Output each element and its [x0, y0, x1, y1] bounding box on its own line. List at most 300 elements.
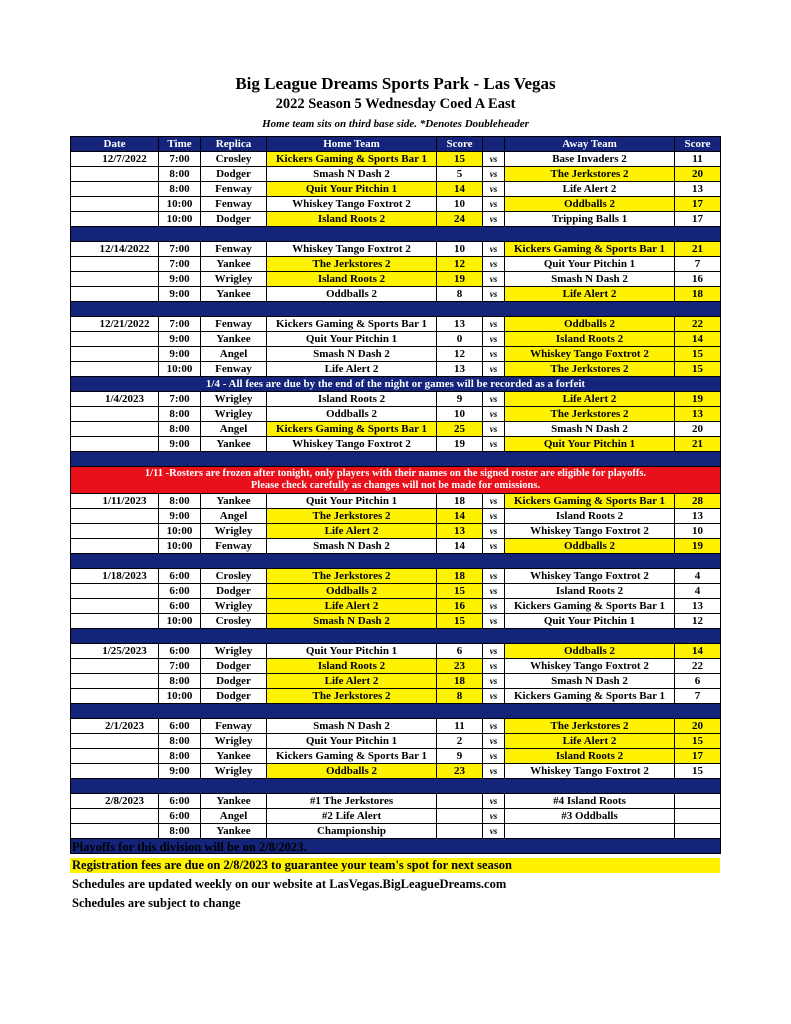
- home-score-cell: 19: [437, 437, 483, 452]
- away-score-cell: 13: [675, 599, 721, 614]
- date-cell: [71, 749, 159, 764]
- field-cell: Wrigley: [201, 599, 267, 614]
- vs-label: vs: [483, 584, 505, 599]
- page-subtitle: 2022 Season 5 Wednesday Coed A East: [275, 96, 516, 112]
- date-cell: 1/11/2023: [71, 494, 159, 509]
- vs-label: vs: [483, 689, 505, 704]
- home-score-cell: 16: [437, 599, 483, 614]
- field-cell: Fenway: [201, 539, 267, 554]
- home-score-cell: 18: [437, 494, 483, 509]
- game-row: [71, 809, 721, 824]
- game-row: [71, 392, 721, 407]
- date-cell: 1/18/2023: [71, 569, 159, 584]
- vs-label: vs: [483, 317, 505, 332]
- week-separator: [71, 779, 721, 794]
- field-cell: Angel: [201, 809, 267, 824]
- time-cell: 10:00: [159, 197, 201, 212]
- vs-label: vs: [483, 569, 505, 584]
- date-cell: [71, 332, 159, 347]
- vs-label: vs: [483, 437, 505, 452]
- field-cell: Wrigley: [201, 734, 267, 749]
- time-cell: 7:00: [159, 242, 201, 257]
- roster-alert-line2: Please check carefully as changes will not be made for omissions.: [250, 480, 541, 491]
- time-cell: 7:00: [159, 317, 201, 332]
- time-cell: 8:00: [159, 749, 201, 764]
- away-score-cell: [675, 809, 721, 824]
- away-team-cell: Oddballs 2: [505, 644, 675, 659]
- away-team-cell: Quit Your Pitchin 1: [505, 257, 675, 272]
- vs-label: vs: [483, 539, 505, 554]
- home-score-cell: 13: [437, 524, 483, 539]
- date-cell: [71, 674, 159, 689]
- date-cell: 2/8/2023: [71, 794, 159, 809]
- date-cell: [71, 509, 159, 524]
- home-score-cell: 15: [437, 152, 483, 167]
- vs-label: vs: [483, 524, 505, 539]
- home-score-cell: [437, 809, 483, 824]
- date-cell: [71, 584, 159, 599]
- field-cell: Wrigley: [201, 407, 267, 422]
- home-team-cell: Smash N Dash 2: [267, 347, 437, 362]
- game-row: [71, 317, 721, 332]
- home-score-cell: 14: [437, 509, 483, 524]
- away-team-cell: The Jerkstores 2: [505, 362, 675, 377]
- roster-alert: [71, 467, 721, 494]
- field-cell: Angel: [201, 347, 267, 362]
- time-cell: 8:00: [159, 734, 201, 749]
- away-team-cell: Smash N Dash 2: [505, 422, 675, 437]
- date-cell: [71, 524, 159, 539]
- away-team-cell: Quit Your Pitchin 1: [505, 614, 675, 629]
- game-row: [71, 524, 721, 539]
- home-score-cell: 9: [437, 392, 483, 407]
- home-team-cell: Oddballs 2: [267, 287, 437, 302]
- home-team-cell: Quit Your Pitchin 1: [267, 182, 437, 197]
- vs-label: vs: [483, 764, 505, 779]
- registration-note: Registration fees are due on 2/8/2023 to guarantee your team's spot for next season: [70, 858, 720, 873]
- field-cell: Angel: [201, 422, 267, 437]
- home-score-cell: 6: [437, 644, 483, 659]
- home-team-cell: Smash N Dash 2: [267, 167, 437, 182]
- field-cell: Yankee: [201, 437, 267, 452]
- game-row: [71, 569, 721, 584]
- date-cell: [71, 422, 159, 437]
- away-score-cell: 15: [675, 764, 721, 779]
- time-cell: 10:00: [159, 524, 201, 539]
- away-score-cell: 13: [675, 182, 721, 197]
- field-cell: Yankee: [201, 257, 267, 272]
- away-team-cell: Tripping Balls 1: [505, 212, 675, 227]
- away-team-cell: Island Roots 2: [505, 584, 675, 599]
- away-score-cell: 10: [675, 524, 721, 539]
- away-team-cell: Whiskey Tango Foxtrot 2: [505, 569, 675, 584]
- vs-label: vs: [483, 332, 505, 347]
- home-score-cell: 2: [437, 734, 483, 749]
- home-score-cell: 13: [437, 362, 483, 377]
- game-row: [71, 257, 721, 272]
- time-cell: 9:00: [159, 272, 201, 287]
- game-row: [71, 152, 721, 167]
- home-team-cell: Quit Your Pitchin 1: [267, 734, 437, 749]
- home-score-cell: 12: [437, 347, 483, 362]
- field-cell: Fenway: [201, 242, 267, 257]
- time-cell: 6:00: [159, 569, 201, 584]
- game-row: [71, 644, 721, 659]
- game-row: [71, 242, 721, 257]
- home-team-cell: Whiskey Tango Foxtrot 2: [267, 197, 437, 212]
- away-score-cell: 17: [675, 212, 721, 227]
- away-team-cell: Smash N Dash 2: [505, 674, 675, 689]
- field-cell: Dodger: [201, 659, 267, 674]
- home-team-cell: The Jerkstores 2: [267, 689, 437, 704]
- away-team-cell: Kickers Gaming & Sports Bar 1: [505, 599, 675, 614]
- vs-label: vs: [483, 287, 505, 302]
- away-score-cell: 20: [675, 719, 721, 734]
- col-time-header: Time: [159, 137, 201, 152]
- col-replica-header: Replica: [201, 137, 267, 152]
- home-team-cell: The Jerkstores 2: [267, 569, 437, 584]
- separator-cell: [71, 629, 721, 644]
- header-note: Home team sits on third base side. *Denotes Doubleheader: [262, 118, 529, 130]
- away-team-cell: Life Alert 2: [505, 392, 675, 407]
- away-team-cell: Life Alert 2: [505, 182, 675, 197]
- time-cell: 7:00: [159, 257, 201, 272]
- game-row: [71, 749, 721, 764]
- vs-label: vs: [483, 212, 505, 227]
- week-separator: [71, 227, 721, 242]
- time-cell: 8:00: [159, 674, 201, 689]
- home-score-cell: 15: [437, 614, 483, 629]
- date-cell: [71, 614, 159, 629]
- notice-row: [71, 377, 721, 392]
- home-team-cell: Quit Your Pitchin 1: [267, 494, 437, 509]
- date-cell: [71, 764, 159, 779]
- playoffs-note: Playoffs for this division will be on 2/8/2023.: [72, 840, 307, 854]
- time-cell: 10:00: [159, 689, 201, 704]
- field-cell: Fenway: [201, 362, 267, 377]
- date-cell: [71, 287, 159, 302]
- field-cell: Dodger: [201, 167, 267, 182]
- away-score-cell: 18: [675, 287, 721, 302]
- field-cell: Wrigley: [201, 764, 267, 779]
- home-team-cell: Smash N Dash 2: [267, 614, 437, 629]
- away-score-cell: 19: [675, 539, 721, 554]
- game-row: [71, 332, 721, 347]
- home-score-cell: 13: [437, 317, 483, 332]
- game-row: [71, 422, 721, 437]
- time-cell: 10:00: [159, 614, 201, 629]
- field-cell: Yankee: [201, 332, 267, 347]
- game-row: [71, 659, 721, 674]
- date-cell: [71, 167, 159, 182]
- away-team-cell: Kickers Gaming & Sports Bar 1: [505, 689, 675, 704]
- time-cell: 6:00: [159, 794, 201, 809]
- time-cell: 9:00: [159, 332, 201, 347]
- away-score-cell: 7: [675, 689, 721, 704]
- away-score-cell: 20: [675, 422, 721, 437]
- away-score-cell: 4: [675, 569, 721, 584]
- field-cell: Fenway: [201, 719, 267, 734]
- away-score-cell: 15: [675, 734, 721, 749]
- home-team-cell: Life Alert 2: [267, 524, 437, 539]
- time-cell: 8:00: [159, 422, 201, 437]
- time-cell: 8:00: [159, 167, 201, 182]
- field-cell: Dodger: [201, 689, 267, 704]
- away-score-cell: 28: [675, 494, 721, 509]
- home-score-cell: 10: [437, 242, 483, 257]
- home-team-cell: Oddballs 2: [267, 407, 437, 422]
- home-team-cell: Smash N Dash 2: [267, 539, 437, 554]
- time-cell: 6:00: [159, 584, 201, 599]
- vs-label: vs: [483, 734, 505, 749]
- game-row: [71, 407, 721, 422]
- home-team-cell: Oddballs 2: [267, 764, 437, 779]
- home-team-cell: Oddballs 2: [267, 584, 437, 599]
- field-cell: Yankee: [201, 824, 267, 839]
- home-team-cell: The Jerkstores 2: [267, 509, 437, 524]
- away-score-cell: 6: [675, 674, 721, 689]
- away-score-cell: 12: [675, 614, 721, 629]
- away-team-cell: The Jerkstores 2: [505, 407, 675, 422]
- field-cell: Fenway: [201, 182, 267, 197]
- vs-label: vs: [483, 494, 505, 509]
- schedule-table: [70, 136, 721, 854]
- game-row: [71, 212, 721, 227]
- game-row: [71, 347, 721, 362]
- vs-label: vs: [483, 599, 505, 614]
- away-team-cell: Life Alert 2: [505, 287, 675, 302]
- home-team-cell: #2 Life Alert: [267, 809, 437, 824]
- vs-label: vs: [483, 347, 505, 362]
- notice-text: 1/4 - All fees are due by the end of the night or games will be recorded as a forfeit: [71, 377, 721, 392]
- away-score-cell: 21: [675, 242, 721, 257]
- col-away-score-header: Score: [675, 137, 721, 152]
- col-away-team-header: Away Team: [505, 137, 675, 152]
- date-cell: [71, 362, 159, 377]
- col-date-header: Date: [71, 137, 159, 152]
- away-team-cell: Smash N Dash 2: [505, 272, 675, 287]
- home-team-cell: Island Roots 2: [267, 659, 437, 674]
- game-row: [71, 674, 721, 689]
- game-row: [71, 494, 721, 509]
- home-score-cell: 9: [437, 749, 483, 764]
- home-score-cell: 18: [437, 569, 483, 584]
- vs-label: vs: [483, 152, 505, 167]
- game-row: [71, 167, 721, 182]
- home-score-cell: 5: [437, 167, 483, 182]
- home-team-cell: Island Roots 2: [267, 212, 437, 227]
- home-score-cell: 10: [437, 197, 483, 212]
- vs-label: vs: [483, 197, 505, 212]
- game-row: [71, 287, 721, 302]
- game-row: [71, 584, 721, 599]
- away-score-cell: 7: [675, 257, 721, 272]
- game-row: [71, 689, 721, 704]
- home-score-cell: 12: [437, 257, 483, 272]
- field-cell: Fenway: [201, 317, 267, 332]
- away-team-cell: [505, 824, 675, 839]
- away-score-cell: 17: [675, 197, 721, 212]
- time-cell: 7:00: [159, 152, 201, 167]
- home-score-cell: 25: [437, 422, 483, 437]
- home-team-cell: Kickers Gaming & Sports Bar 1: [267, 422, 437, 437]
- time-cell: 6:00: [159, 644, 201, 659]
- home-team-cell: Quit Your Pitchin 1: [267, 644, 437, 659]
- away-score-cell: 14: [675, 332, 721, 347]
- date-cell: [71, 257, 159, 272]
- field-cell: Wrigley: [201, 272, 267, 287]
- away-team-cell: Island Roots 2: [505, 749, 675, 764]
- home-team-cell: Life Alert 2: [267, 674, 437, 689]
- separator-cell: [71, 704, 721, 719]
- home-team-cell: Smash N Dash 2: [267, 719, 437, 734]
- home-score-cell: 0: [437, 332, 483, 347]
- field-cell: Yankee: [201, 749, 267, 764]
- game-row: [71, 182, 721, 197]
- date-cell: [71, 272, 159, 287]
- field-cell: Dodger: [201, 212, 267, 227]
- date-cell: [71, 437, 159, 452]
- vs-label: vs: [483, 407, 505, 422]
- field-cell: Crosley: [201, 152, 267, 167]
- game-row: [71, 614, 721, 629]
- time-cell: 9:00: [159, 347, 201, 362]
- col-vs-header: [483, 137, 505, 152]
- week-separator: [71, 452, 721, 467]
- field-cell: Fenway: [201, 197, 267, 212]
- game-row: [71, 719, 721, 734]
- home-score-cell: 14: [437, 182, 483, 197]
- time-cell: 10:00: [159, 212, 201, 227]
- separator-cell: [71, 227, 721, 242]
- time-cell: 6:00: [159, 809, 201, 824]
- field-cell: Dodger: [201, 584, 267, 599]
- game-row: [71, 794, 721, 809]
- vs-label: vs: [483, 809, 505, 824]
- home-score-cell: 14: [437, 539, 483, 554]
- away-team-cell: Quit Your Pitchin 1: [505, 437, 675, 452]
- time-cell: 9:00: [159, 437, 201, 452]
- away-team-cell: The Jerkstores 2: [505, 719, 675, 734]
- page-title: Big League Dreams Sports Park - Las Vegas: [235, 74, 556, 93]
- home-score-cell: 8: [437, 287, 483, 302]
- away-team-cell: Whiskey Tango Foxtrot 2: [505, 347, 675, 362]
- separator-cell: [71, 452, 721, 467]
- vs-label: vs: [483, 749, 505, 764]
- vs-label: vs: [483, 659, 505, 674]
- home-score-cell: [437, 824, 483, 839]
- separator-cell: [71, 302, 721, 317]
- date-cell: 12/7/2022: [71, 152, 159, 167]
- vs-label: vs: [483, 362, 505, 377]
- time-cell: 8:00: [159, 494, 201, 509]
- home-team-cell: Championship: [267, 824, 437, 839]
- home-team-cell: Quit Your Pitchin 1: [267, 332, 437, 347]
- home-score-cell: 23: [437, 764, 483, 779]
- away-score-cell: 17: [675, 749, 721, 764]
- away-score-cell: 4: [675, 584, 721, 599]
- time-cell: 8:00: [159, 824, 201, 839]
- away-score-cell: 11: [675, 152, 721, 167]
- time-cell: 9:00: [159, 287, 201, 302]
- header-row: [71, 137, 721, 152]
- schedule-body: [71, 152, 721, 854]
- home-score-cell: 19: [437, 272, 483, 287]
- away-score-cell: 21: [675, 437, 721, 452]
- date-cell: [71, 347, 159, 362]
- field-cell: Angel: [201, 509, 267, 524]
- time-cell: 10:00: [159, 362, 201, 377]
- field-cell: Yankee: [201, 794, 267, 809]
- vs-label: vs: [483, 422, 505, 437]
- date-cell: [71, 407, 159, 422]
- away-team-cell: Island Roots 2: [505, 332, 675, 347]
- date-cell: [71, 599, 159, 614]
- separator-cell: [71, 554, 721, 569]
- field-cell: Crosley: [201, 569, 267, 584]
- field-cell: Yankee: [201, 287, 267, 302]
- away-score-cell: 16: [675, 272, 721, 287]
- roster-alert-row: [71, 467, 721, 494]
- game-row: [71, 599, 721, 614]
- home-team-cell: Island Roots 2: [267, 272, 437, 287]
- away-team-cell: Life Alert 2: [505, 734, 675, 749]
- time-cell: 9:00: [159, 509, 201, 524]
- game-row: [71, 734, 721, 749]
- time-cell: 6:00: [159, 599, 201, 614]
- game-row: [71, 539, 721, 554]
- home-team-cell: Kickers Gaming & Sports Bar 1: [267, 749, 437, 764]
- date-cell: [71, 809, 159, 824]
- field-cell: Wrigley: [201, 392, 267, 407]
- change-note: Schedules are subject to change: [72, 896, 241, 910]
- game-row: [71, 509, 721, 524]
- away-team-cell: Base Invaders 2: [505, 152, 675, 167]
- roster-alert-line1: 1/11 -Rosters are frozen after tonight, only players with their names on the signed roster are eligible for playoffs.: [144, 468, 647, 479]
- vs-label: vs: [483, 824, 505, 839]
- vs-label: vs: [483, 272, 505, 287]
- vs-label: vs: [483, 392, 505, 407]
- date-cell: [71, 197, 159, 212]
- away-score-cell: 22: [675, 317, 721, 332]
- game-row: [71, 362, 721, 377]
- game-row: [71, 197, 721, 212]
- time-cell: 8:00: [159, 182, 201, 197]
- home-score-cell: 11: [437, 719, 483, 734]
- game-row: [71, 824, 721, 839]
- time-cell: 10:00: [159, 539, 201, 554]
- away-team-cell: Whiskey Tango Foxtrot 2: [505, 764, 675, 779]
- home-team-cell: The Jerkstores 2: [267, 257, 437, 272]
- away-team-cell: Whiskey Tango Foxtrot 2: [505, 524, 675, 539]
- away-team-cell: Oddballs 2: [505, 317, 675, 332]
- away-team-cell: Oddballs 2: [505, 539, 675, 554]
- separator-cell: [71, 779, 721, 794]
- date-cell: [71, 539, 159, 554]
- vs-label: vs: [483, 794, 505, 809]
- date-cell: [71, 734, 159, 749]
- date-cell: [71, 659, 159, 674]
- away-score-cell: 13: [675, 407, 721, 422]
- away-score-cell: 13: [675, 509, 721, 524]
- vs-label: vs: [483, 509, 505, 524]
- vs-label: vs: [483, 614, 505, 629]
- week-separator: [71, 302, 721, 317]
- away-team-cell: #4 Island Roots: [505, 794, 675, 809]
- field-cell: Yankee: [201, 494, 267, 509]
- away-team-cell: Kickers Gaming & Sports Bar 1: [505, 242, 675, 257]
- home-score-cell: 10: [437, 407, 483, 422]
